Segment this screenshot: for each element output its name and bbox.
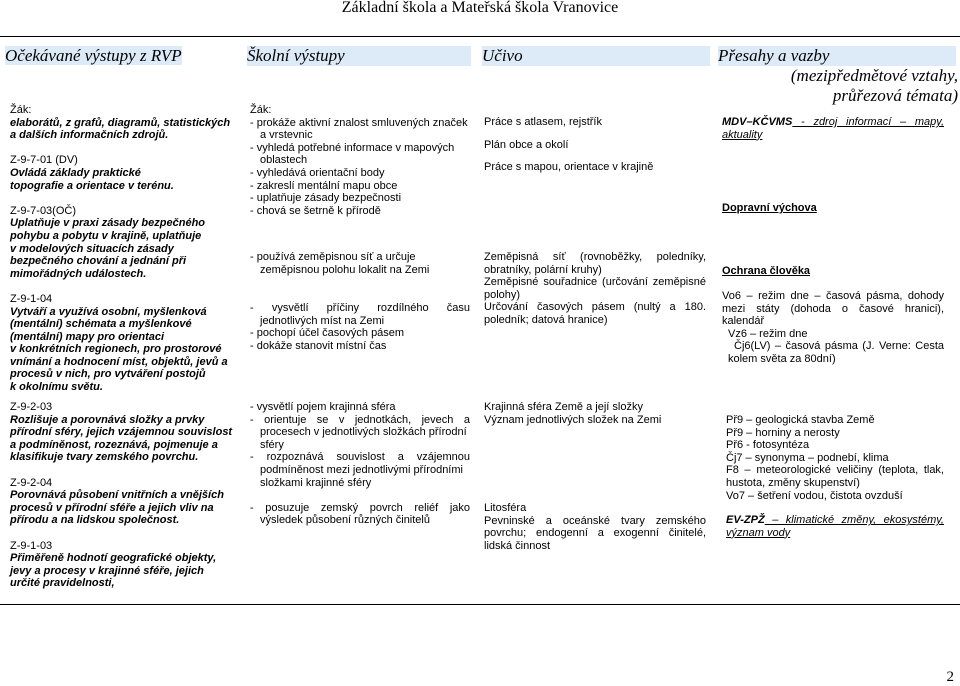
pupil-label: Žák: — [250, 104, 272, 116]
col-curriculum-litho — [484, 502, 706, 552]
theme-traffic-education: Dopravní výchova — [722, 202, 817, 214]
curriculum-item: Zeměpisná síť (rovnoběžky, poledníky, — [484, 251, 706, 263]
outcome-text: elaborátů, z grafů, diagramů, statistických — [10, 116, 231, 129]
outcome-text: Porovnává působení vnitřních a vnějších — [10, 489, 224, 502]
theme-human-protection: Ochrana člověka — [722, 265, 811, 277]
curriculum-item: Význam jednotlivých složek na Zemi — [484, 413, 662, 426]
cross-link: Př6 - fotosyntéza — [726, 439, 810, 452]
curriculum-item: povrchu; endogenní a exogenní činitelé, — [484, 527, 706, 540]
outcome-text: Vytváří a využívá osobní, myšlenková — [10, 305, 207, 318]
school-outcome: - vysvětlí pojem krajinná sféra — [250, 401, 396, 413]
col-overlaps-dv — [722, 202, 944, 215]
outcome-text: Přiměřeně hodnotí geografické objekty, — [10, 552, 217, 565]
outcome-text: Uplatňuje v praxi zásady bezpečného — [10, 217, 206, 230]
outcome-text: mimořádných událostech. — [10, 267, 147, 280]
heading-overlaps-line1: Přesahy a vazby — [718, 46, 956, 66]
bottom-rule — [0, 604, 960, 605]
school-outcome: - prokáže aktivní znalost smluvených značek — [250, 116, 468, 129]
school-header: Základní škola a Mateřská škola Vranovice — [341, 0, 619, 16]
mdv-topic: - zdroj informací – mapy, — [792, 116, 944, 128]
cross-link: Čj7 – synonyma – podnebí, klima — [726, 451, 889, 464]
curriculum-item: Zeměpisné souřadnice (určování zeměpisné — [484, 276, 706, 289]
outcome-text: jevy a procesy v krajinné sféře, jejich — [10, 564, 204, 577]
curriculum-item: obratníky, polární kruhy) — [484, 263, 602, 276]
cross-link: Čj6(LV) – časová pásma (J. Verne: Cesta — [734, 340, 944, 353]
cross-link: kolem světa za 80dní) — [728, 352, 836, 365]
ev-zpz-topic: význam vody — [726, 526, 791, 539]
col-school-outcomes — [250, 104, 470, 217]
heading-curriculum — [482, 46, 712, 66]
curriculum-item: poledník; datová hranice) — [484, 313, 608, 326]
heading-expected-outcomes — [5, 46, 240, 66]
cross-link: Vo7 – šetření vodou, čistota ovzduší — [726, 489, 903, 502]
heading-curriculum-text: Učivo — [482, 46, 710, 66]
top-rule — [0, 36, 960, 37]
school-outcome: procesech v jednotlivých složkách přírodní — [260, 426, 467, 439]
school-outcome: - vyhledá potřebné informace v mapových — [250, 141, 455, 154]
school-outcome: - pochopí účel časových pásem — [250, 327, 405, 340]
col-overlaps-ev — [726, 514, 944, 539]
school-outcome: - zakreslí mentální mapu obce — [250, 179, 398, 192]
cross-link: Vz6 – režim dne — [728, 327, 808, 340]
school-outcome: - orientuje se v jednotkách, jevech a — [250, 413, 470, 426]
heading-overlaps — [718, 46, 958, 106]
col-curriculum — [484, 116, 706, 174]
curriculum-item: lidská činnost — [484, 539, 551, 552]
col-overlaps — [722, 116, 944, 141]
col-expected-outcomes — [10, 104, 240, 394]
outcome-text: topografie a orientace v terénu. — [10, 179, 174, 192]
col-expected-outcomes-lower — [10, 401, 240, 590]
cross-link: Př9 – geologická stavba Země — [726, 414, 875, 426]
col-overlaps-oc — [722, 265, 944, 278]
cross-link: hustota, změny skupenství) — [726, 476, 860, 489]
outcome-code: Z-9-2-03 — [10, 401, 53, 413]
school-outcome: složkami krajinné sféry — [260, 476, 372, 489]
col-overlaps-lower — [722, 414, 944, 502]
curriculum-item: Litosféra — [484, 502, 527, 514]
outcome-text: procesů v nich, pro vytváření postojů — [10, 368, 206, 381]
col-school-outcomes-time — [250, 302, 470, 352]
curriculum-item: Práce s atlasem, rejstřík — [484, 116, 602, 128]
outcome-text: (mentální) schémata a myšlenkové — [10, 318, 192, 331]
outcome-code: Z-9-2-04 — [10, 476, 53, 489]
school-outcome: - uplatňuje zásady bezpečnosti — [250, 192, 402, 205]
outcome-text: klasifikuje tvary zemského povrchu. — [10, 451, 199, 464]
outcome-text: přírodu a na lidskou společnost. — [10, 514, 180, 527]
page-number: 2 — [946, 669, 954, 685]
outcome-text: (mentální) mapy pro orientaci — [10, 330, 165, 343]
outcome-text: procesů v přírodní sféře a jejich vliv na — [10, 501, 214, 514]
school-outcome: jednotlivých míst na Zemi — [260, 314, 385, 327]
school-outcome: - rozpoznává souvislost a vzájemnou — [250, 451, 470, 464]
outcome-code: Z-9-7-01 (DV) — [10, 154, 78, 167]
cross-link: F8 – meteorologické veličiny (teplota, tlak, — [726, 464, 944, 477]
heading-expected-outcomes-text: Očekávané výstupy z RVP — [5, 46, 182, 65]
mdv-topic: aktuality — [722, 128, 763, 141]
curriculum-item: Určování časových pásem (nultý a 180. — [484, 301, 706, 314]
school-outcome: - vysvětlí příčiny rozdílného času — [250, 302, 470, 314]
col-school-outcomes-grid — [250, 251, 470, 276]
outcome-code: Z-9-7-03(OČ) — [10, 204, 77, 217]
curriculum-item: Pevninské a oceánské tvary zemského — [484, 514, 706, 527]
curriculum-item: Krajinná sféra Země a její složky — [484, 401, 643, 413]
school-outcome: - používá zeměpisnou síť a určuje — [250, 251, 416, 263]
outcome-code: Z-9-1-03 — [10, 539, 53, 552]
curriculum-item: polohy) — [484, 288, 521, 301]
outcome-text: v konkrétních regionech, pro prostorové — [10, 343, 222, 356]
outcome-text: určité pravidelnosti, — [10, 577, 115, 590]
outcome-text: přírodní sféry, jejich vzájemnou souvislost — [10, 426, 233, 439]
school-outcome: oblastech — [260, 154, 308, 167]
heading-school-outcomes-text: Školní výstupy — [247, 46, 471, 66]
outcome-text: bezpečného chování a jednání při — [10, 255, 187, 268]
outcome-text: Ovládá základy praktické — [10, 166, 141, 179]
outcome-text: a podmíněnost, rozeznává, pojmenuje a — [10, 438, 218, 451]
heading-school-outcomes — [247, 46, 472, 66]
outcome-text: a dalších informačních zdrojů. — [10, 129, 169, 142]
cross-link: mezi státy (dohoda o časové hranici), — [722, 302, 944, 315]
cross-link: kalendář — [722, 315, 765, 328]
col-curriculum-lower — [484, 401, 706, 426]
col-overlaps-links — [722, 290, 944, 366]
ev-zpz-label: EV-ZPŽ — [726, 514, 765, 526]
school-outcome: podmíněnost mezi jednotlivými přírodními — [260, 463, 463, 476]
outcome-text: pohybu a pobytu v krajině, uplatňuje — [10, 229, 202, 242]
school-outcome: - vyhledává orientační body — [250, 166, 385, 179]
school-outcome: a vrstevnic — [260, 129, 313, 142]
col-school-outcomes-lower — [250, 401, 470, 527]
mdv-label: MDV–KČVMS — [722, 116, 793, 128]
pupil-label: Žák: — [10, 104, 32, 116]
heading-overlaps-line2: (mezipředmětové vztahy, — [790, 66, 958, 85]
outcome-text: Rozlišuje a porovnává složky a prvky — [10, 413, 205, 426]
school-outcome: zeměpisnou polohu lokalit na Zemi — [260, 263, 430, 276]
outcome-code: Z-9-1-04 — [10, 292, 53, 305]
outcome-text: vnímání a hodnocení míst, objektů, jevů a — [10, 355, 228, 368]
school-outcome: výsledek působení různých činitelů — [260, 514, 430, 527]
school-outcome: - posuzuje zemský povrch reliéf jako — [250, 501, 470, 514]
ev-zpz-topic: – klimatické změny, ekosystémy, — [764, 514, 944, 526]
school-outcome: sféry — [260, 438, 284, 451]
cross-link: Vo6 – režim dne – časová pásma, dohody — [722, 290, 944, 302]
heading-overlaps-line3: průřezová témata) — [832, 86, 958, 105]
cross-link: Př9 – horniny a nerosty — [726, 426, 840, 439]
outcome-text: k okolnímu světu. — [10, 381, 103, 394]
outcome-text: v modelových situacích zásady — [10, 242, 174, 255]
curriculum-item: Práce s mapou, orientace v krajině — [484, 161, 654, 174]
school-outcome: - dokáže stanovit místní čas — [250, 339, 387, 352]
curriculum-item: Plán obce a okolí — [484, 138, 569, 151]
col-curriculum-grid — [484, 251, 706, 327]
school-outcome: - chová se šetrně k přírodě — [250, 204, 381, 217]
